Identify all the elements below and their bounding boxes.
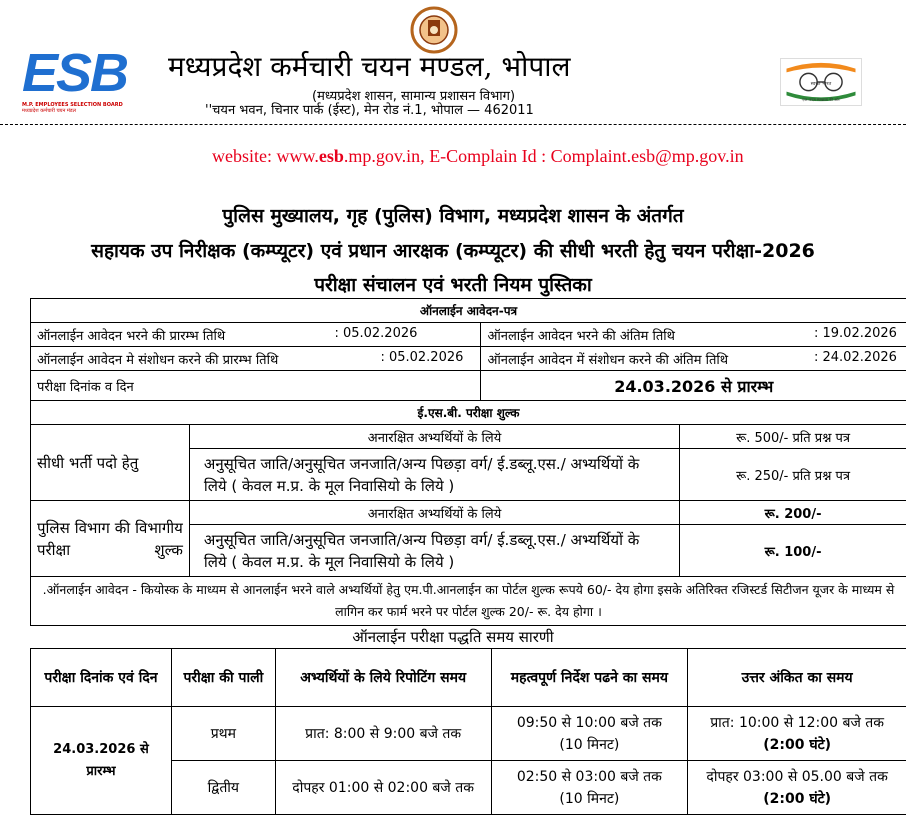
reporting-time: प्रात: 8:00 से 9:00 बजे तक — [275, 707, 491, 761]
fee-section-title: ई.एस.बी. परीक्षा शुल्क — [31, 401, 906, 425]
application-date-row — [31, 323, 906, 347]
col-header-reporting: अभ्यर्थियों के लिये रिपोटिंग समय — [275, 649, 491, 707]
portal-fee-note-row — [31, 577, 906, 626]
edit-end-value: : 24.02.2026 — [814, 350, 900, 368]
letterhead — [0, 0, 906, 125]
fee-section-row — [31, 401, 906, 425]
dept-unreserved-row — [31, 501, 906, 525]
instructions-time: 09:50 से 10:00 बजे तक — [498, 712, 682, 734]
exam-date-row — [31, 371, 906, 401]
title-line-1: पुलिस मुख्यालय, गृह (पुलिस) विभाग, मध्यप्रदेश शासन के अंतर्गत — [0, 202, 906, 228]
application-section-row — [31, 299, 906, 323]
answer-time-cell — [688, 761, 906, 815]
swachh-tagline: एक कदम स्वच्छता की ओर — [802, 97, 840, 102]
contact-line — [212, 146, 744, 167]
edit-start-label: ऑनलाईन आवेदन मे संशोधन करने की प्रारम्भ तिथि — [37, 350, 278, 368]
swachh-label: स्वच्छ भारत — [811, 81, 832, 87]
direct-recruitment-label: सीधी भर्ती पदो हेतु — [31, 425, 190, 501]
answer-duration: (2:00 घंटे) — [694, 788, 900, 810]
dept-reserved-fee: रू. 100/- — [680, 525, 906, 577]
org-department: (मध्यप्रदेश शासन, सामान्य प्रशासन विभाग) — [312, 86, 515, 104]
org-address: ''चयन भवन, चिनार पार्क (ईस्ट), मेन रोड नं.1, भोपाल — 462011 — [205, 100, 534, 118]
esb-logo-sub-hi: मध्यप्रदेश कर्मचारी चयन मंडल — [22, 108, 140, 114]
application-fee-table — [30, 298, 906, 626]
instructions-duration: (10 मिनट) — [498, 734, 682, 756]
direct-unreserved-label: अनारक्षित अभ्यर्थियों के लिये — [189, 425, 679, 449]
org-title: मध्यप्रदेश कर्मचारी चयन मण्डल, भोपाल — [168, 50, 570, 84]
schedule-date: 24.03.2026 से प्रारम्भ — [31, 707, 172, 815]
start-date-value: : 05.02.2026 — [334, 326, 474, 344]
instructions-time-cell — [491, 761, 688, 815]
instructions-duration: (10 मिनट) — [498, 788, 682, 810]
esb-logo — [22, 46, 140, 118]
application-section-title: ऑनलाईन आवेदन-पत्र — [31, 299, 906, 323]
answer-duration: (2:00 घंटे) — [694, 734, 900, 756]
edit-start-cell — [31, 347, 481, 371]
schedule-header-row — [31, 649, 906, 707]
answer-time-cell — [688, 707, 906, 761]
title-line-3: परीक्षा संचालन एवं भरती नियम पुस्तिका — [0, 271, 906, 297]
answer-time: दोपहर 03:00 से 05.00 बजे तक — [694, 766, 900, 788]
direct-reserved-fee: रू. 250/- प्रति प्रश्न पत्र — [680, 449, 906, 501]
website-domain-bold[interactable]: esb — [319, 146, 344, 166]
shift-name: द्वितीय — [171, 761, 275, 815]
schedule-table — [30, 648, 906, 815]
exam-date-label: परीक्षा दिनांक व दिन — [31, 371, 481, 401]
answer-time: प्रात: 10:00 से 12:00 बजे तक — [694, 712, 900, 734]
edit-date-row — [31, 347, 906, 371]
edit-start-value: : 05.02.2026 — [380, 350, 474, 368]
edit-end-cell — [481, 347, 906, 371]
reporting-time: दोपहर 01:00 से 02:00 बजे तक — [275, 761, 491, 815]
col-header-shift: परीक्षा की पाली — [171, 649, 275, 707]
shift-name: प्रथम — [171, 707, 275, 761]
dept-exam-label: पुलिस विभाग की विभागीय परीक्षा शुल्क — [31, 501, 190, 577]
exam-date-value: 24.03.2026 से प्रारम्भ — [481, 371, 906, 401]
dept-reserved-label: अनुसूचित जाति/अनुसूचित जनजाति/अन्य पिछड़ा वर्ग/ ई.डब्लू.एस./ अभ्यर्थियों के लिये ( केवल म.प्र. के मूल निवासियो के लिये ) — [189, 525, 679, 577]
direct-unreserved-row — [31, 425, 906, 449]
end-date-label: ऑनलाईन आवेदन भरने की अंतिम तिथि — [487, 326, 675, 344]
website-domain-rest[interactable]: .mp.gov.in, — [344, 146, 425, 166]
end-date-value: : 19.02.2026 — [814, 326, 900, 344]
dept-unreserved-fee: रू. 200/- — [680, 501, 906, 525]
col-header-instructions: महत्वपूर्ण निर्देश पढने का समय — [491, 649, 688, 707]
dept-unreserved-label: अनारक्षित अभ्यर्थियों के लिये — [189, 501, 679, 525]
instructions-time-cell — [491, 707, 688, 761]
instructions-time: 02:50 से 03:00 बजे तक — [498, 766, 682, 788]
website-label: website: www. — [212, 146, 319, 166]
complaint-email[interactable]: E-Complain Id : Complaint.esb@mp.gov.in — [425, 146, 744, 166]
header-divider — [0, 124, 906, 125]
table-row — [31, 707, 906, 761]
state-emblem-icon — [404, 4, 464, 56]
title-line-2: सहायक उप निरीक्षक (कम्प्यूटर) एवं प्रधान आरक्षक (कम्प्यूटर) की सीधी भरती हेतु चयन परीक्षा-2026 — [0, 237, 906, 263]
esb-logo-sub-en: M.P. EMPLOYEES SELECTION BOARD — [22, 102, 140, 108]
swachh-bharat-logo-icon — [780, 58, 862, 106]
end-date-cell — [481, 323, 906, 347]
col-header-answer: उत्तर अंकित का समय — [688, 649, 906, 707]
esb-logo-text: ESB — [22, 46, 140, 100]
portal-fee-note: .ऑनलाईन आवेदन - कियोस्क के माध्यम से आनलाईन भरने वाले अभ्यर्थियों हेतु एम.पी.आनलाईन का पोर्टल शुल्क रूपये 60/- देय होगा इसके अतिरिक्त रजिस्टर्ड सिटीजन यूजर के माध्यम से लागिन कर फार्म भरने पर पोर्टल शुल्क 20/- रू. देय होगा । — [31, 577, 906, 626]
direct-reserved-label: अनुसूचित जाति/अनुसूचित जनजाति/अन्य पिछड़ा वर्ग/ ई.डब्लू.एस./ अभ्यर्थियों के लिये ( केवल म.प्र. के मूल निवासियो के लिये ) — [189, 449, 679, 501]
schedule-title: ऑनलाईन परीक्षा पद्धति समय सारणी — [0, 627, 906, 647]
start-date-cell — [31, 323, 481, 347]
col-header-date: परीक्षा दिनांक एवं दिन — [31, 649, 172, 707]
start-date-label: ऑनलाईन आवेदन भरने की प्रारम्भ तिथि — [37, 326, 225, 344]
direct-unreserved-fee: रू. 500/- प्रति प्रश्न पत्र — [680, 425, 906, 449]
edit-end-label: ऑनलाईन आवेदन में संशोधन करने की अंतिम तिथि — [487, 350, 728, 368]
